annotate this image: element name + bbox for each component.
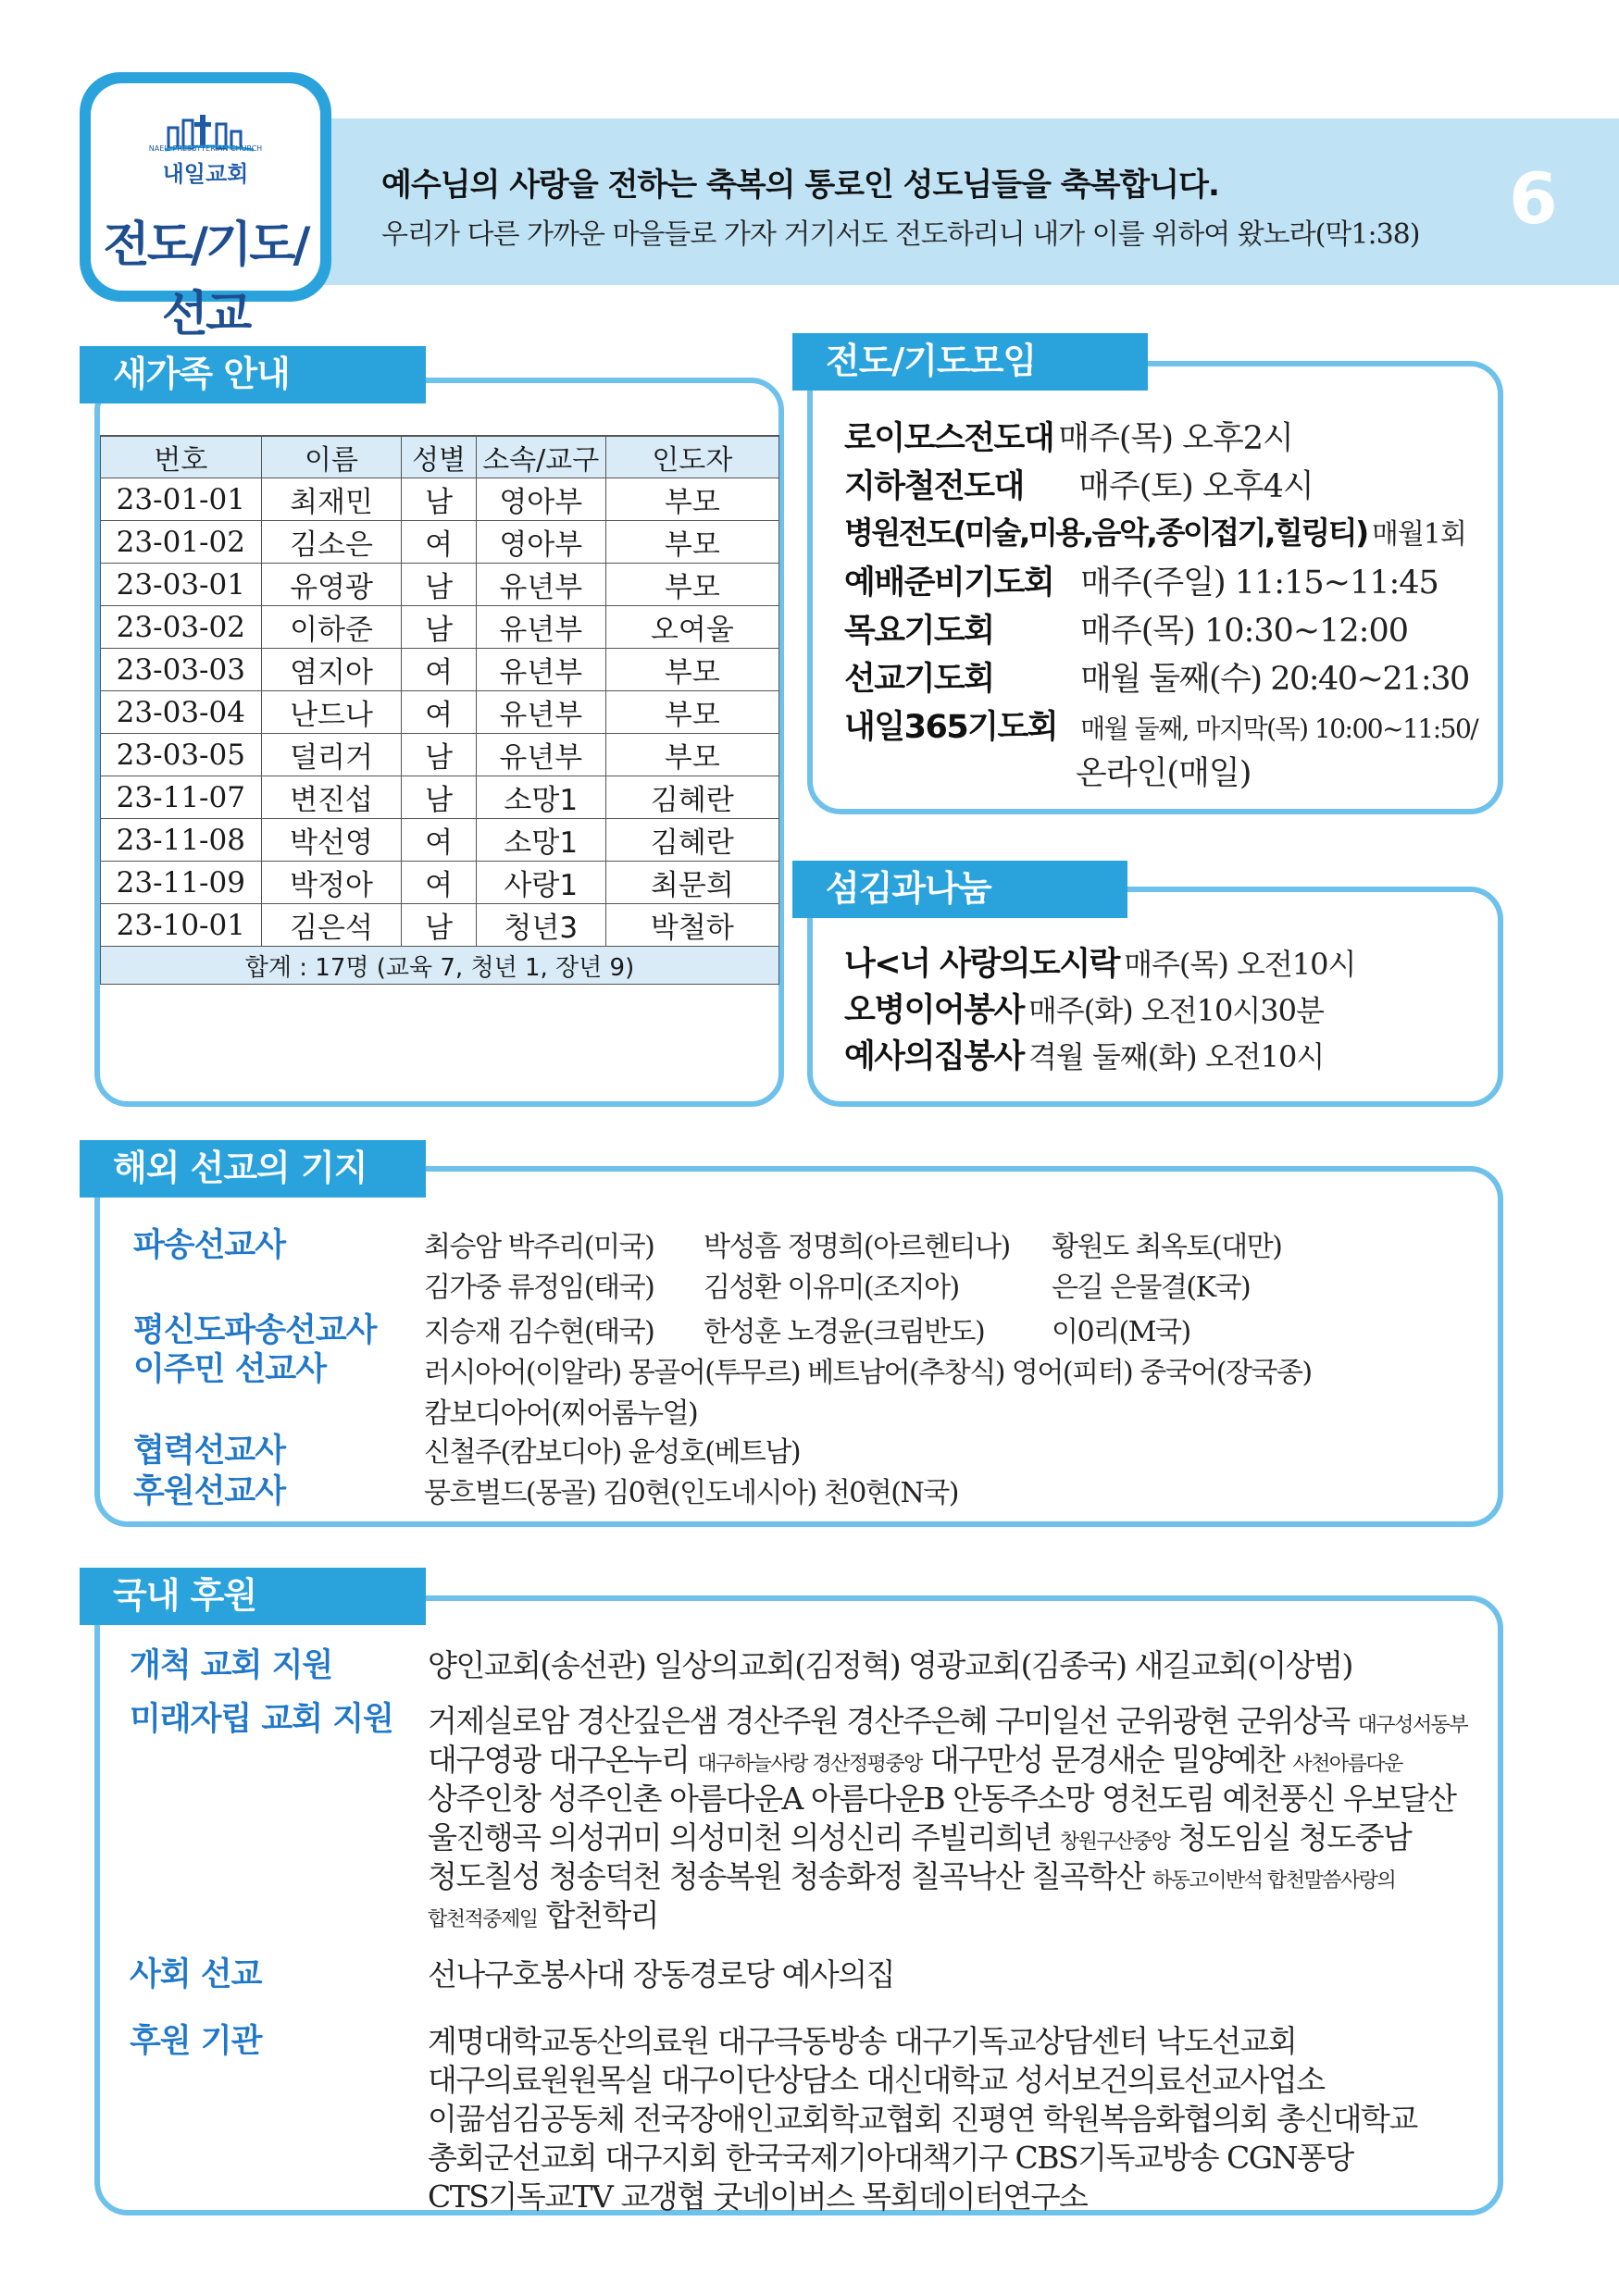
cell-gender: 남	[402, 904, 476, 947]
evangelism-item	[844, 557, 1438, 603]
item-label: 오병이어봉사	[844, 992, 1024, 1029]
cell-name: 최재민	[261, 478, 402, 521]
church-plant-list: 양인교회(송선관) 일상의교회(김정혁) 영광교회(김종국) 새길교회(이상범)	[428, 1647, 1352, 1683]
support-agency-line: 대구의료원원목실 대구이단상담소 대신대학교 성서보건의료선교사업소	[428, 2062, 1325, 2098]
header-headline: 예수님의 사랑을 전하는 축복의 통로인 성도님들을 축복합니다.	[381, 167, 1219, 204]
future-church-names-small: 대구하늘사랑 경산정평중앙	[697, 1753, 922, 1776]
sent-missionary: 은길 은물결(K국)	[1052, 1272, 1251, 1304]
evangelism-item-cont	[1076, 748, 1251, 794]
sent-missionary: 황원도 최옥토(대만)	[1052, 1231, 1282, 1263]
partner-missionary-label: 협력선교사	[133, 1433, 286, 1470]
future-church-line	[428, 1853, 1395, 1896]
migrant-missionary: 러시아어(이알라) 몽골어(투무르) 베트남어(추창식) 영어(피터) 중국어(장국종)	[424, 1357, 1312, 1389]
cell-guide: 부모	[605, 521, 778, 564]
cell-name: 덜리거	[261, 734, 402, 776]
summary-cell: 합계 : 17명 (교육 7, 청년 1, 장년 9)	[101, 947, 779, 985]
future-church-line	[428, 1814, 1411, 1857]
cell-name: 염지아	[261, 649, 402, 691]
cell-number: 23-11-09	[101, 862, 262, 904]
item-label: 예사의집봉사	[844, 1038, 1024, 1075]
social-mission-list: 선나구호봉사대 장동경로당 예사의집	[428, 1956, 895, 1992]
migrant-missionary: 캄보디아어(찌어롬누얼)	[424, 1397, 698, 1430]
table-header-row	[101, 436, 779, 478]
evangelism-item	[844, 461, 1314, 507]
page-number: 6	[1509, 157, 1558, 240]
cell-group: 유년부	[476, 691, 605, 734]
cell-group: 소망1	[476, 819, 605, 862]
table-row	[101, 478, 779, 521]
cell-group: 사랑1	[476, 862, 605, 904]
future-church-names-small: 사천아름다운	[1292, 1753, 1402, 1776]
support-agency-label: 후원 기관	[130, 2023, 262, 2060]
future-church-names: 합천학리	[537, 1897, 659, 1933]
cell-gender: 남	[402, 478, 476, 521]
service-title: 섬김과나눔	[792, 861, 1127, 918]
item-value: 매주(화) 오전10시30분	[1027, 993, 1324, 1028]
cell-group: 소망1	[476, 776, 605, 819]
church-logo-name: 내일교회	[162, 161, 249, 187]
item-label: 목요기도회	[844, 613, 994, 650]
sent-missionary: 김가중 류정임(태국)	[424, 1272, 654, 1304]
support-agency-line: 계명대학교동산의료원 대구극동방송 대구기독교상담센터 낙도선교회	[428, 2023, 1297, 2059]
cell-gender: 남	[402, 564, 476, 606]
cell-gender: 여	[402, 649, 476, 691]
item-value: 매주(주일) 11:15~11:45	[1080, 565, 1438, 602]
service-item	[844, 985, 1324, 1031]
col-guide: 인도자	[605, 436, 778, 478]
cell-guide: 부모	[605, 649, 778, 691]
cell-gender: 여	[402, 521, 476, 564]
future-church-label: 미래자립 교회 지원	[130, 1701, 393, 1738]
future-church-names-small: 합천적중제일	[428, 1908, 538, 1931]
future-church-names: 상주인창 성주인촌 아름다운A 아름다운B 안동주소망 영천도림 예천풍신 우보달산	[428, 1781, 1456, 1817]
future-church-names: 거제실로암 경산깊은샘 경산주원 경산주은혜 구미일선 군위광현 군위상곡	[428, 1703, 1358, 1739]
logo-caption: NAEIL PRESBYTERIAN CHURCH	[148, 144, 263, 153]
cell-number: 23-01-01	[101, 478, 262, 521]
cell-group: 유년부	[476, 564, 605, 606]
item-value: 격월 둘째(화) 오전10시	[1027, 1039, 1325, 1074]
support-agency-line: 이끎섬김공동체 전국장애인교회학교협회 진평연 학원복음화협의회 총신대학교	[428, 2101, 1417, 2137]
item-value: 매주(목) 10:30~12:00	[1080, 613, 1409, 650]
future-church-line	[428, 1892, 658, 1935]
cell-gender: 여	[402, 862, 476, 904]
support-agency-line: 총회군선교회 대구지회 한국국제기아대책기구 CBS기독교방송 CGN퐁당	[428, 2140, 1353, 2176]
evangelism-item	[844, 413, 1293, 459]
cell-number: 23-10-01	[101, 904, 262, 947]
cell-number: 23-03-05	[101, 734, 262, 776]
support-agency-line: CTS기독교TV 교갱협 굿네이버스 목회데이터연구소	[428, 2178, 1088, 2215]
future-church-names: 청도임실 청도중남	[1169, 1819, 1412, 1855]
social-mission-label: 사회 선교	[130, 1956, 262, 1993]
cell-group: 유년부	[476, 606, 605, 649]
future-church-names-small: 대구성서동부	[1357, 1714, 1468, 1737]
domestic-title: 국내 후원	[80, 1568, 426, 1625]
cell-guide: 부모	[605, 478, 778, 521]
header-verse: 우리가 다른 가까운 마을들로 가자 거기서도 전도하리니 내가 이를 위하여 왔노라(막1:38)	[381, 218, 1420, 251]
cell-gender: 여	[402, 819, 476, 862]
cell-number: 23-03-04	[101, 691, 262, 734]
table-row	[101, 691, 779, 734]
cell-guide: 김혜란	[605, 819, 778, 862]
table-row	[101, 521, 779, 564]
cell-guide: 김혜란	[605, 776, 778, 819]
sent-missionary: 박성흠 정명희(아르헨티나)	[704, 1231, 1010, 1263]
cell-number: 23-11-07	[101, 776, 262, 819]
cell-name: 이하준	[261, 606, 402, 649]
cell-group: 청년3	[476, 904, 605, 947]
church-plant-label: 개척 교회 지원	[130, 1647, 333, 1684]
item-label: 예배준비기도회	[844, 565, 1054, 602]
cell-name: 유영광	[261, 564, 402, 606]
future-church-names: 대구영광 대구온누리	[428, 1742, 698, 1778]
future-church-line	[428, 1775, 1455, 1818]
cell-name: 난드나	[261, 691, 402, 734]
lay-missionary-label: 평신도파송선교사	[133, 1312, 377, 1349]
future-church-names: 청도칠성 청송덕천 청송복원 청송화정 칠곡낙산 칠곡학산	[428, 1858, 1153, 1894]
item-value: 매월 둘째(수) 20:40~21:30	[1080, 661, 1469, 698]
table-row	[101, 606, 779, 649]
future-church-names: 울진행곡 의성귀미 의성미천 의성신리 주빌리희년	[428, 1819, 1060, 1855]
cell-number: 23-03-03	[101, 649, 262, 691]
sent-missionary: 김성환 이유미(조지아)	[704, 1272, 959, 1304]
cell-guide: 오여울	[605, 606, 778, 649]
cell-guide: 최문희	[605, 862, 778, 904]
cell-gender: 남	[402, 734, 476, 776]
cell-gender: 여	[402, 691, 476, 734]
item-value: 매월1회	[1371, 518, 1466, 551]
table-row	[101, 734, 779, 776]
sent-missionary: 최승암 박주리(미국)	[424, 1231, 654, 1263]
table-row	[101, 564, 779, 606]
future-church-names-small: 하동고이반석 합천말씀사랑의	[1152, 1869, 1396, 1893]
col-group: 소속/교구	[476, 436, 605, 478]
table-row	[101, 649, 779, 691]
item-value-cont: 온라인(매일)	[1076, 755, 1252, 792]
cell-name: 변진섭	[261, 776, 402, 819]
future-church-line	[428, 1697, 1467, 1741]
evangelism-title: 전도/기도모임	[792, 333, 1148, 391]
item-value: 매주(목) 오전10시	[1124, 947, 1356, 982]
lay-missionary: 지승재 김수현(태국)	[424, 1316, 654, 1348]
item-label: 선교기도회	[844, 661, 994, 698]
church-badge	[80, 72, 331, 342]
future-church-names-small: 창원구산중앙	[1059, 1831, 1170, 1854]
support-missionary-label: 후원선교사	[133, 1473, 286, 1510]
col-number: 번호	[101, 436, 262, 478]
lay-missionary: 이0리(M국)	[1052, 1316, 1190, 1348]
new-family-table	[100, 435, 779, 985]
overseas-title: 해외 선교의 기지	[80, 1140, 426, 1198]
table-row	[101, 862, 779, 904]
cell-guide: 부모	[605, 734, 778, 776]
cell-name: 박선영	[261, 819, 402, 862]
item-value: 매주(토) 오후4시	[1078, 468, 1314, 505]
cell-gender: 남	[402, 606, 476, 649]
evangelism-item	[844, 509, 1466, 552]
item-value: 매월 둘째, 마지막(목) 10:00~11:50/	[1080, 714, 1478, 744]
cell-group: 유년부	[476, 734, 605, 776]
table-row	[101, 776, 779, 819]
item-label: 로이모스전도대	[844, 420, 1054, 457]
lay-missionary: 한성훈 노경윤(크림반도)	[704, 1316, 985, 1348]
evangelism-item	[844, 653, 1469, 700]
cell-guide: 부모	[605, 564, 778, 606]
badge-title: 전도/기도/선교	[103, 217, 308, 342]
evangelism-item	[844, 605, 1408, 652]
migrant-missionary-label: 이주민 선교사	[133, 1351, 327, 1388]
item-label: 나<너 사랑의도시락	[844, 946, 1119, 983]
cell-guide: 부모	[605, 691, 778, 734]
cell-group: 영아부	[476, 521, 605, 564]
cell-name: 박정아	[261, 862, 402, 904]
col-name: 이름	[261, 436, 402, 478]
cell-group: 유년부	[476, 649, 605, 691]
cell-gender: 남	[402, 776, 476, 819]
service-item	[844, 1031, 1324, 1077]
cell-group: 영아부	[476, 478, 605, 521]
partner-missionary: 신철주(캄보디아) 윤성호(베트남)	[424, 1436, 801, 1469]
cell-name: 김은석	[261, 904, 402, 947]
item-label: 내일365기도회	[844, 709, 1058, 746]
item-label: 병원전도(미술,미용,음악,종이접기,힐링티)	[844, 515, 1367, 551]
cell-guide: 박철하	[605, 904, 778, 947]
table-row	[101, 904, 779, 947]
future-church-names: 대구만성 문경새순 밀양예찬	[921, 1742, 1293, 1778]
cell-number: 23-11-08	[101, 819, 262, 862]
support-missionary: 뭉흐벌드(몽골) 김0현(인도네시아) 천0현(N국)	[424, 1477, 958, 1509]
cell-name: 김소은	[261, 521, 402, 564]
cell-number: 23-03-01	[101, 564, 262, 606]
item-value: 매주(목) 오후2시	[1058, 420, 1293, 457]
cell-number: 23-01-02	[101, 521, 262, 564]
item-label: 지하철전도대	[844, 468, 1024, 505]
col-gender: 성별	[402, 436, 476, 478]
evangelism-item	[844, 701, 1477, 748]
service-item	[844, 938, 1355, 985]
table-row	[101, 819, 779, 862]
new-family-title: 새가족 안내	[80, 346, 426, 403]
future-church-line	[428, 1736, 1402, 1780]
sent-missionary-label: 파송선교사	[133, 1227, 286, 1264]
table-summary-row	[101, 947, 779, 985]
cell-number: 23-03-02	[101, 606, 262, 649]
